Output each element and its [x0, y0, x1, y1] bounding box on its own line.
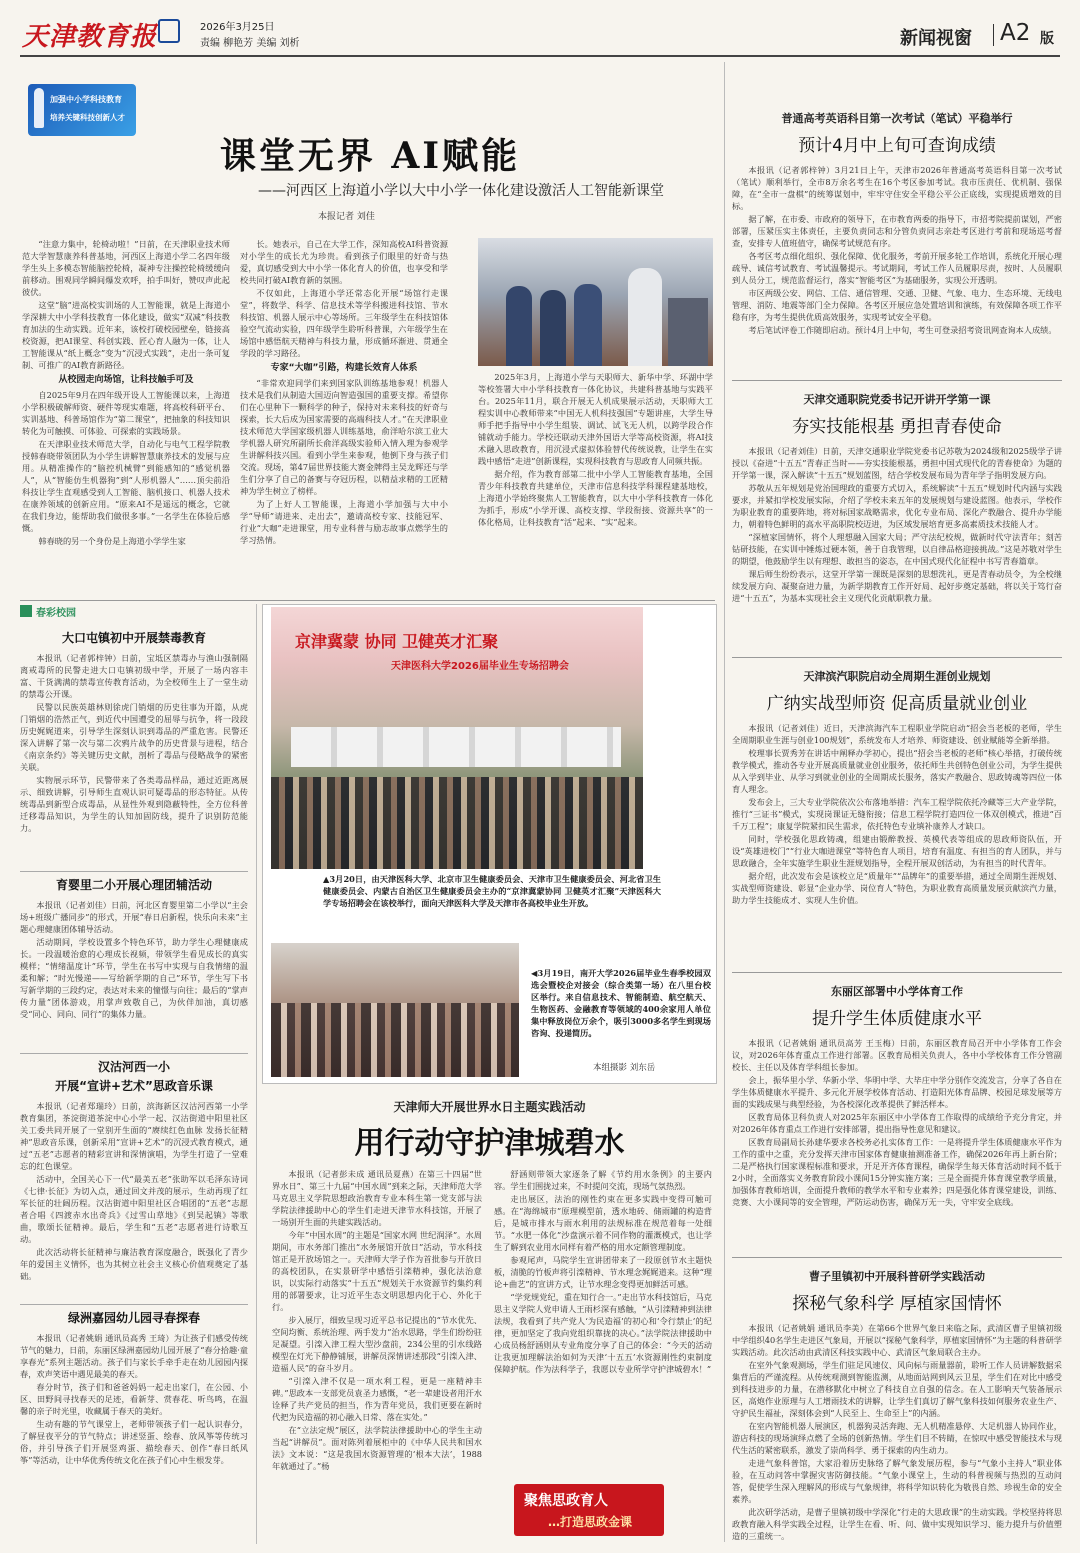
- lead-bottom-rule: [20, 600, 715, 601]
- article-title: 大口屯镇初中开展禁毒教育: [61, 631, 206, 645]
- right-body: [732, 445, 1062, 605]
- right-kicker: 曹子里镇初中开展科普研学实践活动: [809, 1270, 985, 1283]
- article-title: 育婴里二小开展心理团辅活动: [55, 878, 212, 892]
- article-title: 绿洲嘉园幼儿园寻春探春: [67, 1311, 200, 1325]
- right-para: 本报讯（记者郭梓钟）3月21日上午，天津市2026年普通高考英语科目第一次考试（笔试）顺利举行，全市8万余名考生在16个考区参加考试。我市压责任、优机制、强保障，在“全市一盘棋”的统筹谋划中，牢牢守住安全平稳公平公正底线，实现提质增效的目标。: [732, 165, 1062, 211]
- water-para: 步入展厅，细致呈现习近平总书记提出的“节水优先、空间均衡、系统治理、两手发力”治水思路，学生们纷纷驻足凝望。引滦入津工程大型沙盘前，234公里的引水线路模型在灯光下静静铺展，讲解员深情讲述那段“引滦入津、造福人民”的奋斗岁月。: [272, 1315, 482, 1373]
- water-para: 走出展区，法治的刚性约束在更多实践中变得可触可感。在“海绵城市”原理模型前，透水地砖、储雨罐的构造背后，是城市排水与雨水利用的法规标准在规范着每一处细节。“水肥一体化”沙盘演示着不同作物的灌溉模式，也让学生了解到农业用水同样有着严格的用水定额管理制度。: [494, 1194, 712, 1252]
- right-article: [732, 1260, 1062, 1550]
- rocket-icon: [34, 88, 44, 128]
- right-headline: 提升学生体质健康水平: [812, 1009, 982, 1029]
- water-para: 舒涵则带领大家逐条了解《节约用水条例》的主要内容。学生们围拢过来，不时提问交流，现场气氛热烈。: [494, 1169, 712, 1191]
- page-number: A2: [1000, 20, 1031, 46]
- ideology-badge: [514, 1484, 664, 1536]
- crowd: [271, 1003, 519, 1077]
- article-para: 实物展示环节，民警带来了各类毒品样品，通过近距离展示、细致讲解，引导师生直观认识可疑毒品的形态特征。从传统毒品到新型合成毒品，从显性外观到隐蔽特性，全方位科普迁移毒品知识，为学生的认知加固防线，提升了识别防范能力。: [20, 775, 248, 833]
- right-headline: 广纳实战型师资 促高质量就业创业: [766, 694, 1028, 714]
- right-rule: [732, 657, 1062, 658]
- water-kicker: 天津师大开展世界水日主题实践活动: [393, 1100, 586, 1114]
- article-para: 春分时节，孩子们和爸爸妈妈一起走出家门，在公园、小区、田野间寻找春天的足迹，看新芽、赏春花、听鸟鸣，在温馨的亲子时光里，收藏属于春天的美好。: [20, 1382, 248, 1416]
- right-para: 考后笔试评卷工作随即启动。预计4月上中旬，考生可登录招考资讯网查询本人成绩。: [748, 325, 1057, 335]
- right-headline: 预计4月中上旬可查询成绩: [798, 136, 996, 156]
- lead-para: 据介绍，作为教育部第二批中小学人工智能教育基地，全国青少年科技教育共建单位，天津市信息科技学科课程建基地校，上海道小学始终聚焦人工智能教育，以大中小学科技教育一体化为抓手，形成“小学开课、高校支撑、学段衔接、资源共享”的一体化格局，让科技教育“活”起来、“实”起来。: [478, 469, 713, 527]
- campus-fair-photo: [271, 943, 519, 1077]
- section-divider: [993, 24, 994, 46]
- banner-text-2: 天津医科大学2026届毕业生专场招聘会: [391, 661, 569, 672]
- right-para: 在室内智能机器人展演区，机器狗灵活奔跑、无人机精准悬停、大足机器人协同作业，游店科技的现场演绎点燃了全场的创新热情。学生们目不转睛，在惊叹中感受智能技术与现代生活的紧密联系，激发了崇尚科学、勇于探索的内生动力。: [732, 1421, 1062, 1455]
- right-kicker: 东丽区部署中小学体育工作: [831, 985, 963, 998]
- article-para: 活动中，全国关心下一代“最美五老”张助军以毛泽东诗词《七律·长征》为切入点，通过回文并茂的展示，生动再现了红军长征的壮阔历程。汉沽街道中阳里社区合唱团的“五老”志愿者合唱《四渡赤水出奇兵》《过雪山草地》《到吴起镇》等歌曲，歌颂长征精神。最后，学生和“五老”志愿者进行诗歌互动。: [20, 1174, 248, 1244]
- water-para: 本报讯（记者彭未成 通讯员夏燕）在第三十四届“世界水日”、第三十九届“中国水周”到来之际，天津师范大学马克思主义学院思想政治教育专业本科生第一党支部与法学院法律援助中心的学生们走进天津节水科技馆，开展了一场别开生面的共建实践活动。: [272, 1169, 482, 1227]
- right-para: 同时，学校强化思政铸魂，组建由锻醉教授、英模代表等组成的思政师资队伍，开设“英雄进校门”“行业大咖进课堂”等特色育人项目，培育有温度、有担当的育人团队，并与思政融合，全年实施学生职业生涯规划指导，全程开展双创活动，为有担当的时代青年。: [732, 834, 1062, 868]
- issue-date: 2026年3月25日: [200, 22, 275, 33]
- right-headline: 夯实技能根基 勇担青春使命: [792, 417, 1002, 437]
- article-body: [20, 652, 248, 867]
- right-article: [732, 660, 1062, 970]
- masthead-rule: [20, 55, 1060, 57]
- right-para: 据介绍，此次发布会是该校立足“质量年”“品牌年”的重要举措，通过全周期生涯规划、实战型师资建设、彰显“企业办学、岗位育人”特色，为职业教育高质量发展贡献滨汽力量，助力学生技能成才、实现人生价值。: [732, 871, 1062, 905]
- crowd: [271, 777, 643, 869]
- right-para: 区教育局副局长孙建华要求各校务必扎实体育工作：一是将提升学生体质健康水平作为工作的重中之重，充分发挥天津市国家体育健康抽测准备工作，确保2026年再上新台阶；二是严格执行国家课程标准和要求，开足开齐体育课程，确保学生每天体育活动时间不低于2小时，全面落实义务教育阶段小课间15分钟实施方案；三是全面提升体育课堂教学质量，加强体育教师培训，全面提升教师的教学水平和专业素养；四是强化体育课堂建设，训练、竞赛、大小课间等的安全管理，严防运动伤害，确保万无一失，守牢安全底线。: [732, 1137, 1062, 1207]
- right-para: 区教育局体卫科负责人对2025年东丽区中小学体育工作取得的成绩给予充分肯定，并对2026年体育重点工作进行安排部署，提出指导性意见和建议。: [732, 1112, 1062, 1134]
- right-para: 本报讯（记者姚娟 通讯员李美）在第66个世界气象日来临之际，武清区曹子里镇初级中学组织40名学生走进区气象局，开展以“探秘气象科学，厚植家国情怀”为主题的科普研学实践活动。此次活动由武清区科技实践中心、武清区气象局联合主办。: [732, 1323, 1062, 1357]
- lead-col-3: [478, 371, 713, 600]
- right-para: 走进气象科普馆，大家沿着历史脉络了解气象发展历程，参与“气象小主持人”职业体验，在互动问答中掌握灾害防御技能。“气象小课堂上，生动的科普视频与热烈的互动问答，促使学生深入理解风的形成与气象规律，将科学知识转化为敬畏自然、珍视生命的安全素养。: [732, 1458, 1062, 1504]
- right-para: 本报讯（记者刘佳）日前，天津交通职业学院党委书记苏敬为2024级和2025级学子讲授以《奋进“十五五”青春正当时——夯实技能根基，勇担中国式现代化的青春使命》为题的开学第一课，深入解读“十五五”规划蓝图，结合学校发展布局为青年学子指明发展方向。: [732, 446, 1062, 480]
- lead-subhead-2: 专家“大咖”引路，构建长效育人体系: [270, 363, 418, 373]
- lead-para: 自2025年9月在四年级开设人工智能课以来，上海道小学积极破解师资、硬件等现实难题，将高校科研平台、实训基地、科普场馆作为“第二课堂”，把抽象的科技知识转化为可触摸、可体验、可探索的实践场景。: [22, 390, 230, 436]
- logo-emblem-icon: [158, 19, 180, 43]
- right-body: [732, 164, 1062, 337]
- lead-para: “注意力集中，轮椅动啦！”日前，在天津职业技术师范大学智慧康养科普基地，河西区上海道小学二名四年级学生头上多模态智能脑控轮椅，凝神专注操控轮椅缓缓向前移动。围观同学瞬间爆发欢呼，拍手叫好，赞叹声此起彼伏。: [22, 239, 230, 297]
- campus-fair-caption: ◀3月19日，南开大学2026届毕业生春季校园双选会暨校企对接会（综合类第一场）在八里台校区举行。来自信息技术、智能制造、航空航天、生物医药、金融教育等领域的400余家用人单位集中释放岗位万余个，吸引3000多名学生到现场咨询、投递简历。: [531, 968, 711, 1038]
- lead-para: 为了上好人工智能课，上海道小学加强与大中小学“导师”请进来、走出去”，邀请高校专家、技能冠军、行业“大咖”走进课堂，用专业科普与励志故事点燃学生的学习热情。: [240, 499, 448, 545]
- article-title-line-1: 汉沽河西一小: [97, 1060, 170, 1074]
- water-para: “学党规党纪，重在知行合一。”走出节水科技馆后，马克思主义学院人党申请人王雨杉深有感触，“从引滦精神到法律法规，我看到了共产党人‘为民造福’的初心和‘令行禁止’的纪律，更加坚定了我向党组织靠拢的决心。”法学院法律援助中心成员杨舒涵则从专业角度分享了自己的体会：“今天的活动让我更加理解法治如何为天津‘十五五’水资源刚性约束制度保障护航。作为法科学子，我愿以专业所学守护津城碧水！”: [494, 1292, 712, 1374]
- lead-headline: 课堂无界 AI赋能: [219, 135, 521, 177]
- news-column-left: [20, 625, 248, 1545]
- badge-line-2: 培养关键科技创新人才: [50, 113, 125, 122]
- right-article: [732, 62, 1062, 378]
- water-col-2: [494, 1168, 712, 1480]
- right-para: “深植家国情怀，将个人理想融入国家大局；严守法纪校规，做新时代守法青年；刻苦钻研技能，在实训中锤炼过硬本领，善于自我管理，以自律品格迎接挑战。”这是苏敬对学生的期望，他鼓励学生以有理想、敢担当的姿态，在中国式现代化征程中书写青春篇章。: [732, 532, 1062, 566]
- right-para: 在室外气象观测场，学生们驻足风速仪、风向标与雨量器前，聆听工作人员讲解数据采集背后的严谨流程。从传统观测到智能监测，从地面站网到风云卫星，学生们在对比中感受到科技进步的力量，在潜移默化中树立了科技自立自强的信念。在人工影响天气装备展示区，高炮作业原理与人工增雨技术的讲解，让学生们真切了解气象科技如何服务农业生产、守护民生福祉，深刻体会到“人民至上、生命至上”的内涵。: [732, 1360, 1062, 1418]
- lead-subhead-1: 从校园走向场馆，让科技触手可及: [58, 375, 194, 385]
- right-para: 本报讯（记者姚娟 通讯员高芳 王玉梅）日前，东丽区教育局召开中小学体育工作会议，对2026年体育重点工作进行部署。区教育局相关负责人，各中小学校体育工作分管副校长、主任以及体育学科组长参加。: [732, 1038, 1062, 1072]
- section-name: 新闻视窗: [900, 28, 972, 49]
- right-body: [732, 1322, 1062, 1543]
- right-article: [732, 383, 1062, 655]
- photo-credit: 本组摄影 刘东岳: [593, 1063, 656, 1073]
- photo-figure: [506, 286, 532, 366]
- water-col-1: [272, 1168, 482, 1545]
- right-para: 本报讯（记者刘佳）近日，天津滨海汽车工程职业学院启动“招会当老板的老师，学生全周期职业生涯与创业100规划”，系统发布人才培养、师资建设、创业赋能等全新举措。: [732, 723, 1062, 745]
- booth-row: [291, 727, 621, 767]
- article-para: 本报讯（记者郑瑞玲）日前，滨海新区汉沽河西第一小学教育集团，茶淀街道茶淀中心小学一起、汉沽街道中阳里社区关工委共同开展了一堂别开生面的“赓续红色血脉 发扬长征精神”思政音乐课，创新采用“宣讲+艺术”的沉浸式教育模式，通过“五老”志愿者的精彩宣讲和深情演唱，为学生打造了一堂难忘的红色课堂。: [20, 1101, 248, 1171]
- badge-line-1: 加强中小学科技教育: [50, 95, 122, 104]
- article-body: [20, 1332, 248, 1537]
- lead-col-1: [22, 238, 230, 600]
- left-column-divider: [256, 604, 257, 1544]
- article-body: [20, 1100, 248, 1300]
- article-para: 此次活动将长征精神与廉洁教育深度融合，既强化了青少年的爱国主义情怀，也为其树立社会主义核心价值观奠定了基础。: [20, 1247, 248, 1281]
- recruit-photo-block: [262, 604, 717, 1084]
- article-para: 生动有趣的节气课堂上，老师带领孩子们一起认识春分，了解昼夜平分的节气特点；讲述竖蛋、绘春、放风筝等传统习俗，并引导孩子们开展竖鸡蛋、描绘春天、创作“春日纸风筝”等活动，让中华优秀传统文化在孩子们心中生根发芽。: [20, 1419, 248, 1465]
- lead-para: 韩春晓的另一个身份是上海道小学学生家: [38, 536, 186, 546]
- right-para: 各考区考点细化组织、强化保障、优化服务，考前开展多轮工作培训，系统化开展心理疏导、诚信考试教育、考试温馨提示。考试期间，考试工作人员履职尽责，按时、人员履职到人员分工，规范监督运行，落实“智能考区”为基础服务，实现公开透明。: [732, 251, 1062, 285]
- section-label-text: 春彩校园: [36, 608, 76, 619]
- masthead: [0, 0, 1080, 58]
- right-column: [732, 62, 1062, 1550]
- article-para: 本报讯（记者姚娟 通讯员高秀 王琦）为让孩子们感受传统节气的魅力，日前，东丽区绿洲嘉园幼儿园开展了“春分拾趣·童享春光”系列主题活动。孩子们与家长手牵手走在幼儿园园内探春，欢声笑语中遇见最美的春天。: [20, 1333, 248, 1379]
- right-body: [732, 1037, 1062, 1209]
- lead-byline: 本报记者 刘佳: [318, 212, 375, 222]
- article-para: 本报讯（记者刘佳）日前，河北区育婴里第二小学以“主会场+班级广播同步”的形式，开展“春日启新程，快乐向未来”主题心理健康团体辅导活动。: [20, 900, 248, 934]
- water-day-story: [262, 1090, 717, 1545]
- water-para: 参观尾声，马院学生宣讲团带来了一段原创节水主题快板，清脆的竹板声将引滦精神、节水理念娓娓道来。这种“理论+曲艺”的宣讲方式，让节水理念变得更加鲜活可感。: [494, 1255, 712, 1289]
- section-label-school: [20, 604, 100, 618]
- lead-para: 不仅如此，上海道小学还常态化开展“场馆行走课堂”，将数学、科学、信息技术等学科搬进科技馆、节水科技馆、机器人展示中心等场所。三年级学生在科技馆体验空气流动实验，四年级学生聆听科普课，六年级学生在场馆中感悟航天精神与科技力量，形成循环渐进、贯通全学段的学习路径。: [240, 288, 448, 358]
- lead-para: 长。她表示，自己在大学工作，深知高校AI科普资源对小学生的成长尤为珍贵。看到孩子们眼里的好奇与热爱，真切感受到大中小学一体化育人的价值，也享受和学校共同打破AI教育新的氛围。: [240, 239, 448, 285]
- right-para: 苏敬从五年规划是党治国理政的重要方式切入，系统解读“十五五”规划时代内涵与实践要求，并紧扣学校发展实际，介绍了学校未来五年的发展规划与建设蓝图。他表示，学校作为职业教育的重要阵地，将对标国家战略需求，优化专业布局、深化产教融合、提升办学能力，朝着特色鲜明的高水平高职院校迈进，为区域发展培育更多高素质技术技能人才。: [732, 483, 1062, 529]
- article-para: 民警以民族英雄林则徐虎门销烟的历史往事为开篇，从虎门销烟的浩然正气，到近代中国遭受的屈辱与抗争，将一段段历史娓娓道来，引导学生深刻认识到毒品的严重危害。民警还深入讲解了第一次与第二次鸦片战争的历史背景与进程，结合《南京条约》等关键历史文献，剖析了毒品与侵略战争的紧密关联。: [20, 702, 248, 772]
- right-para: 课后师生纷纷表示，这堂开学第一课既是深刻的思想洗礼，更是青春动员令，为全校继续发展方向、凝聚奋进力量，为新学期教育工作开好局、起好步奠定基础，将以关于笃行奋进“十五五”，为基本实现社会主义现代化贡献职教力量。: [732, 569, 1062, 603]
- tech-education-badge: [28, 84, 136, 136]
- badge-text-2: …打造思政金课: [548, 1515, 633, 1529]
- photo-figure: [540, 290, 566, 366]
- right-para: 会上，振华里小学、华新小学、华明中学、大毕庄中学分别作交流发言，分享了各自在学生体质健康水平提升、多元化开展学校体育活动、打造阳光体育品牌、校园足球发展等方面的实践成果与典型经验，为各校深化改革提供了鲜活样本。: [732, 1075, 1062, 1109]
- lead-para: “非常欢迎同学们来到国家队训练基地参观！机器人技术是我们从制造大国迈向智造强国的重要支撑。希望你们在心里种下一颗科学的种子，保持对未来科技的好奇与探索，长大后成为国家需要的高端科技人才。”在天津职业技术师范大学国家级机器人训练基地，俞洋哈尔滨工业大学机器人研究所副所长俞洋高级实验师入情入理为参观学生讲解科技兴国。看到小学生来参观，他倒下身与孩子们交流。现场，第47届世界技能大赛金牌得主吴龙辉还与学生们分享了自己的备赛与夺冠历程，以精益求精的工匠精神为学生树立了榜样。: [240, 378, 448, 496]
- lead-col-2: [240, 238, 448, 600]
- right-rule: [732, 1257, 1062, 1258]
- water-para: 今年“中国水周”的主题是“国家水网 世纪润泽”。水周期间，市水务部门推出“水务展馆开放日”活动，节水科技馆正是开放场馆之一。天津师大学子作为首批参与开放日的高校团队，在实景研学中感悟引滦精神，强化法治意识，以实际行动落实“十五五”规划关于水资源节约集约利用的部署要求，让习近平生态文明思想内化于心、外化于行。: [272, 1230, 482, 1312]
- right-rule: [732, 380, 1062, 381]
- right-kicker: 天津交通职院党委书记开讲开学第一课: [803, 393, 991, 406]
- photo-figure: [574, 284, 602, 366]
- lead-subtitle: ——河西区上海道小学以大中小学一体化建设激活人工智能新课堂: [258, 183, 664, 199]
- right-column-divider: [724, 62, 725, 1542]
- right-kicker: 天津滨汽职院启动全周期生涯创业规划: [803, 670, 991, 683]
- article-rule: [20, 1053, 248, 1054]
- article-title: 开展“宣讲+艺术”思政音乐课: [55, 1079, 213, 1093]
- lead-story: [20, 62, 715, 602]
- right-kicker: 普通高考英语科目第一次考试（笔试）平稳举行: [781, 112, 1013, 125]
- job-fair-photo: [271, 607, 643, 869]
- badge-text-1: 聚焦思政育人: [524, 1493, 608, 1509]
- article-para: 活动期间，学校设置多个特色环节，助力学生心理健康成长。一段温暖治愈的心理成长视频，带领学生看见成长的真实模样；“情绪温度计”环节，学生在书写中实现与自我情绪的温柔和解；“时光慢递——写给新学期的自己”环节，学生写下书写新学期的三段约定，表达对未来的憧憬与向往；最后的“掌声传力量”团体游戏，用掌声致敬自己，为伙伴加油，真切感受“同心、同向、同行”的集体力量。: [20, 937, 248, 1019]
- water-headline: 用行动守护津城碧水: [354, 1126, 625, 1161]
- issue-editors: 责编 柳艳芳 美编 刘析: [200, 38, 300, 49]
- article-rule: [20, 1304, 248, 1305]
- lead-para: 在天津职业技术师范大学，自动化与电气工程学院教授韩春晓带领团队为小学生讲解智慧康养技术的发展与应用。从精准操作的“脑控机械臂”到能感知的“感觉机器人”，从“智能仿生机器狗”到“人形机器人”……顶尖前沿科技让学生直观感受到人工智能、脑机接口、机器人技术在康养领域的创新应用。“原来AI不是遥远的概念，它就在我们身边，能帮助我们做很多事。”一名学生在体验后感慨。: [22, 439, 230, 533]
- water-para: 在“立法定规”展区，法学院法律援助中心的学生主动当起“讲解员”。面对陈列着展柜中的《中华人民共和国水法》文本说：“这是我国水资源管理的‘根本大法’，1988年就通过了。”杨: [272, 1425, 482, 1471]
- article-body: [20, 899, 248, 1049]
- job-fair-caption: ▲3月20日，由天津医科大学、北京市卫生健康委员会、天津市卫生健康委员会、河北省卫生健康委员会、内蒙古自治区卫生健康委员会主办的“京津冀蒙协同 卫健英才汇聚”天津医科大学专场招聘会在该校举行，面向天津医科大学及天津市各高校毕业生开放。: [323, 874, 661, 908]
- right-para: 校理事长贾秀芳在讲话中阐释办学初心，提出“招会当老板的老师”核心举措，打破传统教学模式，推动各专业开展高质量就业创业服务，依托师生共创特色创业公司，为学生提供从入学到毕业、从学习到就业创业的全周期成长服务，落实产教融合、思政铸魂等四位一体育人理念。: [732, 748, 1062, 794]
- lead-photo: [478, 238, 713, 366]
- lead-para: 2025年3月，上海道小学与天职师大、新华中学、环湖中学等校签署大中小学科技教育一体化协议，共建科普基地与实践平台。2025年11月，联合开展无人机成果展示活动，天职师大工程实训中心教师带来“中国无人机科技强国”专题讲座，大学生导师手把手指导中小学生组装、调试、试飞无人机，以跨学段合作铺就动手能力。学校还联动天津外国语大学等高校资源，将AI技术融入思政教育，用沉浸式虚拟体验替代传统说教，让学生在实践中感悟“走进”创新课程，实现科技教育与思政育人同频共振。: [478, 372, 713, 466]
- banner-text-1: 京津冀蒙 协同 卫健英才汇聚: [295, 632, 499, 651]
- water-para: “引滦入津不仅是一项水利工程，更是一座精神丰碑。”思政本一支部党员袁圣力感慨，“老一辈建设者用汗水诠释了共产党员的担当，作为青年党员，我们更要在新时代把为民造福的初心融入日常、落在实处。”: [272, 1376, 482, 1422]
- newspaper-logo: 天津教育报: [22, 22, 158, 52]
- right-rule: [732, 972, 1062, 973]
- page-suffix: 版: [1040, 31, 1054, 47]
- right-para: 此次研学活动，是曹子里镇初级中学深化“行走的大思政课”的生动实践。学校坚持将思政教育融入科学实践全过程，让学生在看、听、问、做中实现知识学习、能力提升与价值塑造的三重统一。: [732, 1507, 1062, 1541]
- right-para: 据了解，在市委、市政府的领导下，在市教育两委的指导下，市招考院提前谋划，严密部署，压紧压实主体责任，主要负责同志和分管负责同志亲赴考区进行考前和现场巡考督查，安排专人值班值守，确保考试规范有序。: [732, 214, 1062, 248]
- right-headline: 探秘气象科学 厚植家国情怀: [792, 1294, 1002, 1314]
- photo-machine: [668, 298, 708, 366]
- right-para: 发布会上，三大专业学院依次公布落地举措：汽车工程学院依托冷藏等三大产业学院，推行“三证书”模式，实现岗课证无缝衔接；信息工程学院打造四位一体双创模式，推进“百千万工程”；康复学院紧扣民生需求，依托特色专业填补康养人才缺口。: [732, 797, 1062, 831]
- right-body: [732, 722, 1062, 907]
- lead-para: 这堂“脑”进高校实训场的人工智能课，就是上海道小学深耕大中小学科技教育一体化建设，做实“双减”科技教育加法的生动实践。近年来，该校打破校园壁垒，链接高校资源，把AI课堂、科创实践、匠心育人融为一体，让人工智能课从“纸上概念”变为“沉浸式实践”，走出一条可复制、可推广的AI教育新路径。: [22, 300, 230, 370]
- right-article: [732, 975, 1062, 1255]
- article-para: 本报讯（记者郭梓钟）日前，宝坻区禁毒办与渔山强制隔离戒毒所的民警走进大口屯镇初级中学，开展了一场内容丰富、干货满满的禁毒宣传教育活动，为全校师生上了一堂生动的禁毒公开课。: [20, 653, 248, 699]
- photo-figure: [628, 268, 662, 366]
- section-label-icon: [20, 605, 32, 617]
- article-rule: [20, 871, 248, 872]
- right-para: 市区两级公安、网信、工信、通信管理、交通、卫健、气象、电力、生态环境、无线电管理、消防、地震等部门全力保障。各考区开展应急处置培训和演练，有效保障各项工作平稳有序，为考生提供优质高效服务，实现考试安全平稳。: [732, 288, 1062, 322]
